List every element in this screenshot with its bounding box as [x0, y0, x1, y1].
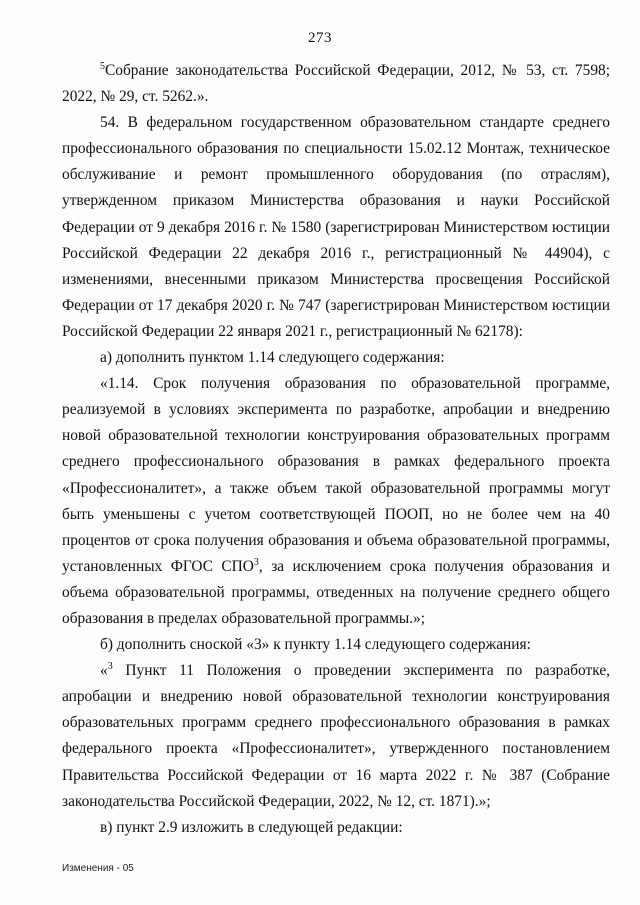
item-1-14 [62, 371, 610, 632]
item-1-14-text-cont: , за исключением срока получения образования и объема образовательной программы, отведенных на получение среднего общего образования в пределах образовательной программы.»; [62, 557, 610, 627]
paragraph-54: 54. В федеральном государственном образовательном стандарте среднего профессионального образования по специальности 15.02.12 Монтаж, техническое обслуживание и ремонт промышленного оборудования (по отраслям), утвержденном приказом Министерства образования и науки Российской Федерации от 9 декабря 2016 г. № 1580 (зарегистрирован Министерством юстиции Российской Федерации 22 декабря 2016 г., регистрационный № 44904), с изменениями, внесенными приказом Министерства просвещения Российской Федерации от 17 декабря 2020 г. № 747 (зарегистрирован Министерством юстиции Российской Федерации 22 января 2021 г., регистрационный № 62178): [62, 114, 610, 340]
footnote-3 [62, 658, 610, 815]
item-v: в) пункт 2.9 изложить в следующей редакции: [100, 818, 403, 836]
footnote-5-mark: 5 [100, 61, 105, 72]
footnote-3-text: Пункт 11 Положения о проведении эксперимента по разработке, апробации и внедрению новой образовательной технологии конструирования образовательных программ среднего профессионального образования в рамках федерального проекта «Профессионалитет», утвержденного постановлением Правительства Российской Федерации от 16 марта 2022 г. № 387 (Собрание законодательства Российской Федерации, 2022, № 12, ст. 1871).»; [62, 662, 610, 810]
document-body [62, 58, 610, 841]
page-footer: Изменения - 05 [62, 863, 134, 874]
footnote-3-mark: 3 [107, 661, 113, 673]
item-a: а) дополнить пунктом 1.14 следующего содержания: [100, 349, 445, 367]
footnote-5 [62, 58, 610, 110]
item-b: б) дополнить сноской «3» к пункту 1.14 следующего содержания: [100, 636, 531, 654]
footnote-3-open-quote: « [100, 662, 108, 680]
footnote-3-ref: 3 [253, 556, 259, 568]
item-1-14-text: «1.14. Срок получения образования по образовательной программе, реализуемой в условиях эксперимента по разработке, апробации и внедрению новой образовательной технологии конструирования образовательных программ среднего профессионального образования в рамках федерального проекта «Профессионалитет», а также объем такой образовательной программы могут быть уменьшены с учетом соответствующей ПООП, но не более чем на 40 процентов от срока получения образования и объема образовательной программы, установленных ФГОС СПО [62, 375, 610, 575]
page-number: 273 [308, 30, 332, 46]
footnote-5-text: Собрание законодательства Российской Федерации, 2012, № 53, ст. 7598; 2022, № 29, ст. 5262.». [62, 62, 610, 106]
